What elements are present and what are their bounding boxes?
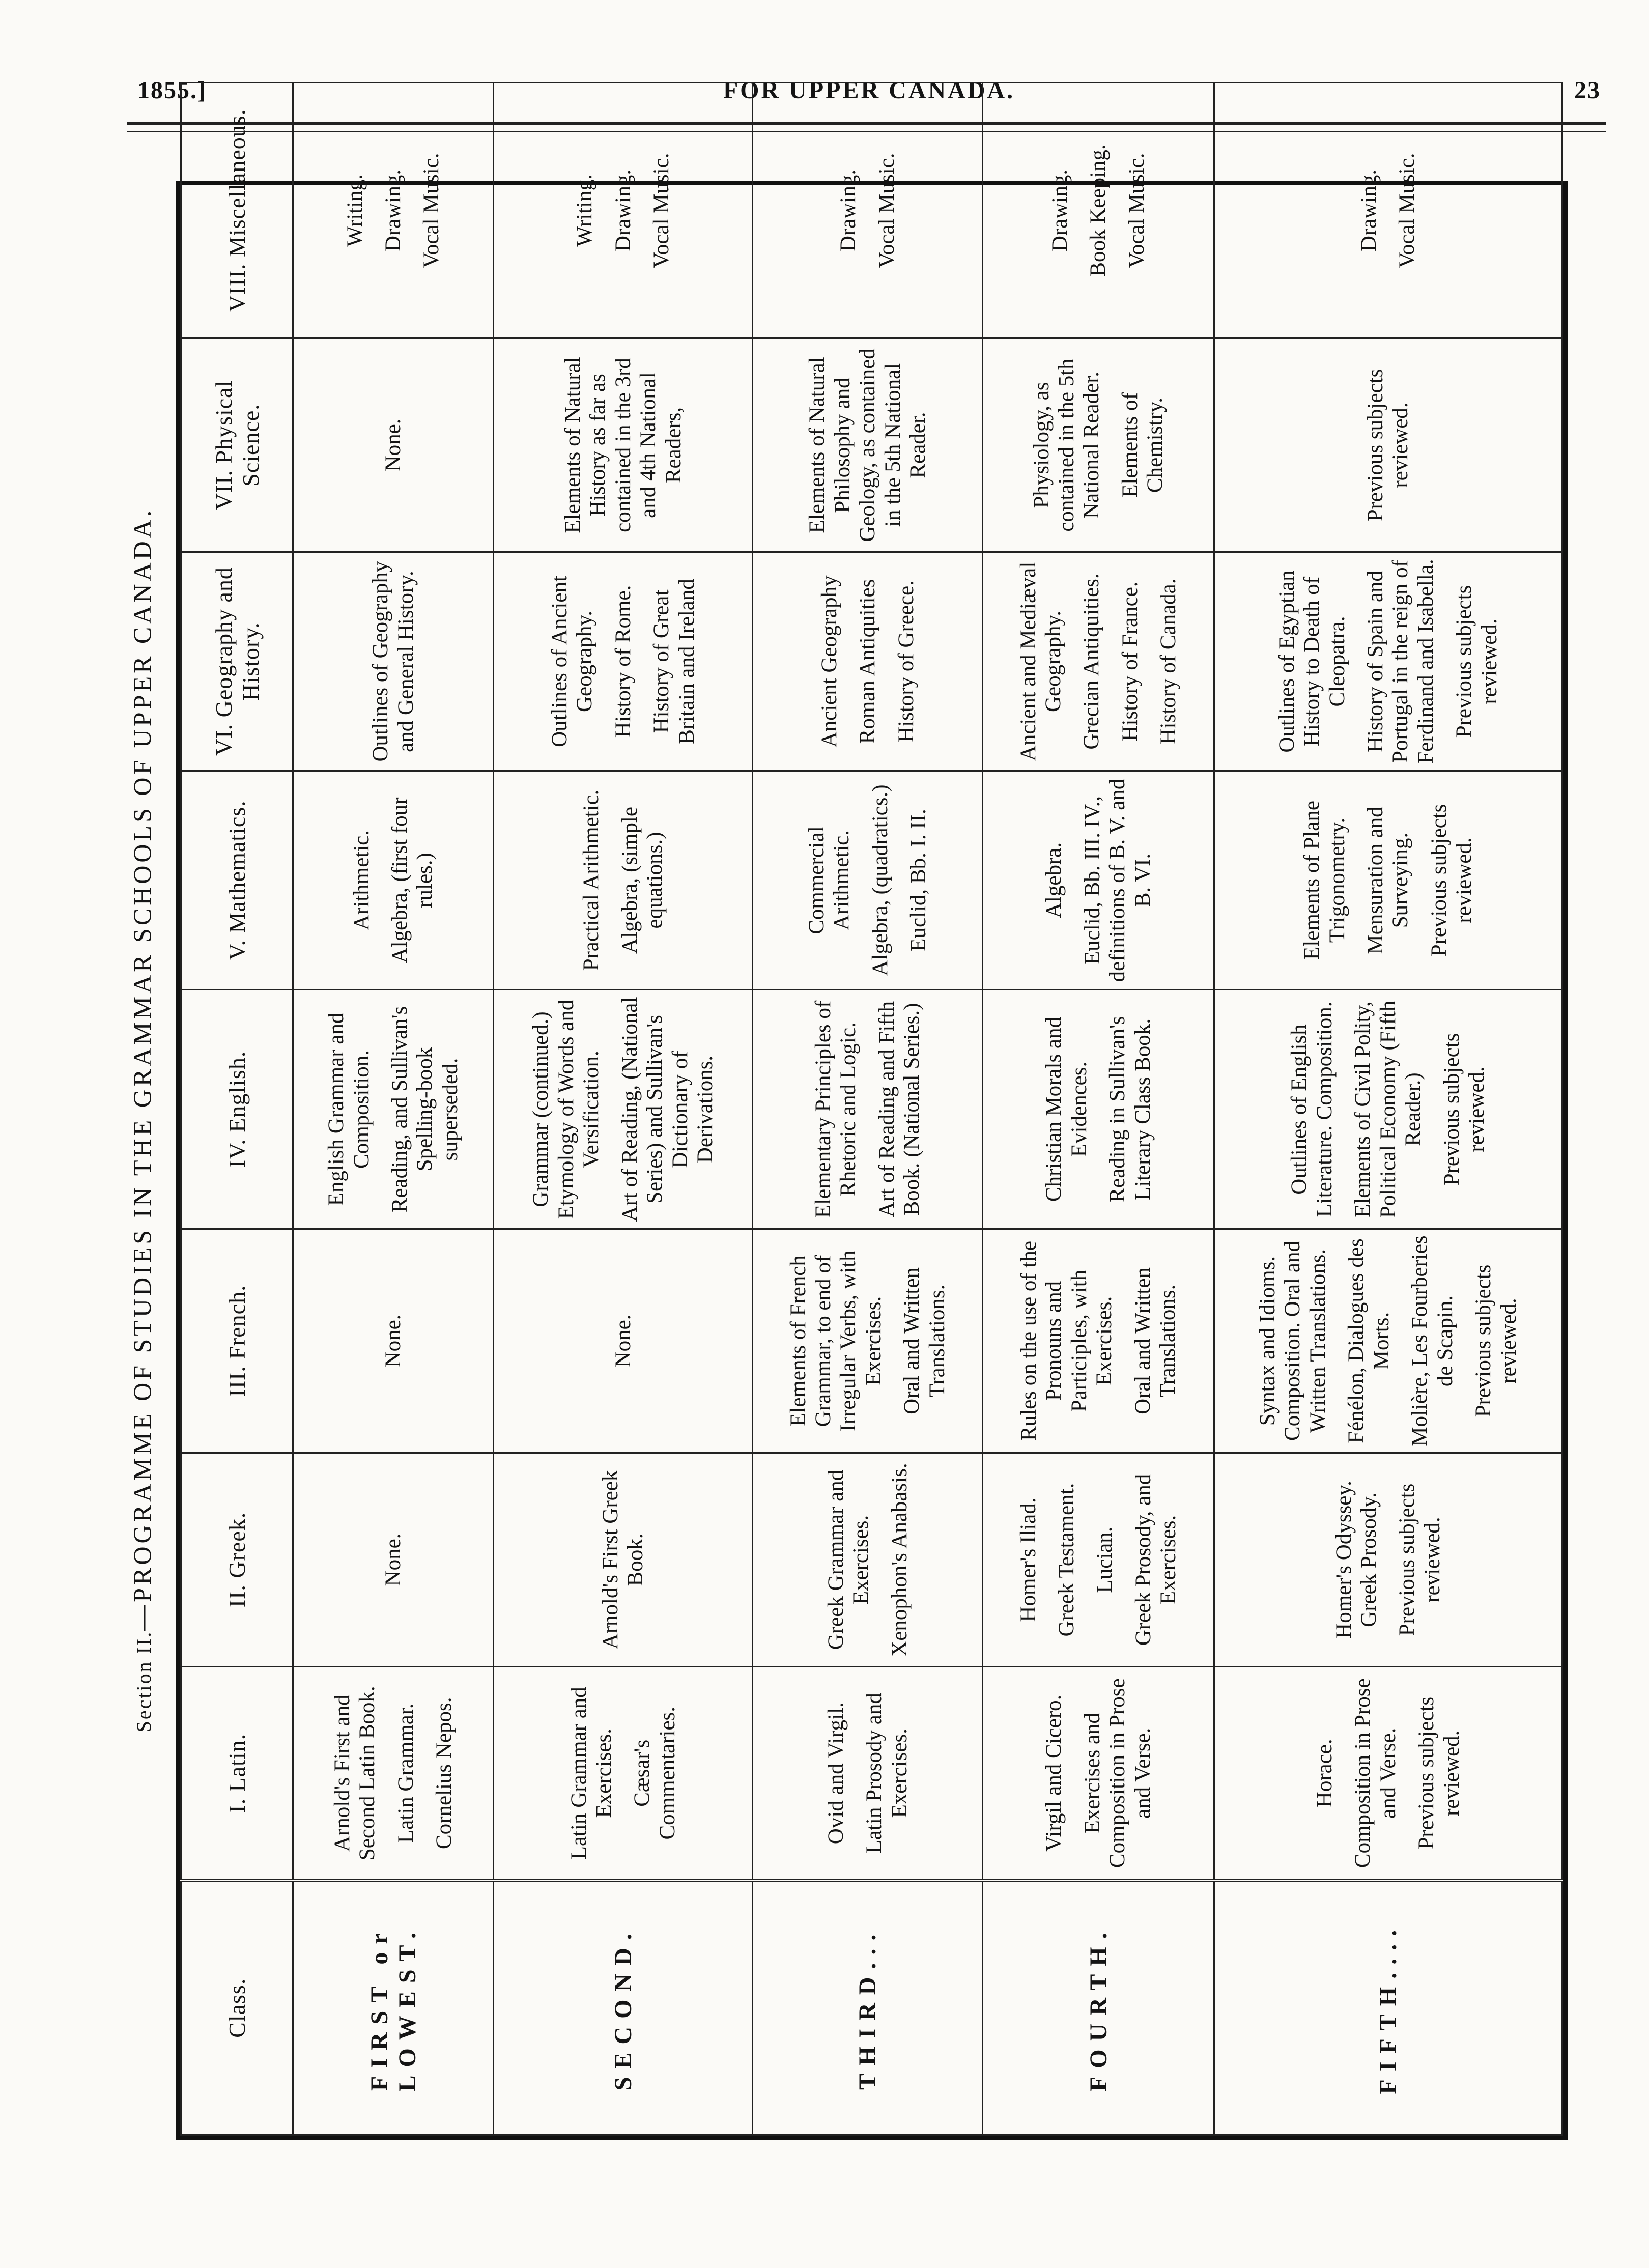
subject-item: Drawing.	[836, 169, 861, 252]
subject-item: Outlines of Geography and General History.	[368, 561, 418, 762]
subject-item: Reading in Sullivan's Literary Class Book.	[1105, 1016, 1155, 1203]
subject-item: Vocal Music.	[419, 153, 444, 268]
subject-item: Rules on the use of the Pronouns and Participles, with Exercises.	[1016, 1241, 1117, 1441]
subject-item: Drawing.	[381, 169, 405, 252]
subject-item: Ancient and Mediæval Geography.	[1016, 561, 1065, 761]
subject-cell	[983, 771, 1214, 990]
column-header: II. Greek.	[181, 1453, 293, 1667]
subject-item: Oral and Written Translations.	[1130, 1267, 1180, 1414]
subject-cell	[293, 83, 494, 338]
subject-item: None.	[611, 1314, 635, 1368]
subject-item: Previous subjects reviewed.	[1427, 804, 1476, 957]
subject-item: Roman Antiquities	[856, 579, 880, 744]
subject-item: Greek Testament.	[1054, 1483, 1078, 1637]
subject-item: Christian Morals and Evidences.	[1042, 1016, 1091, 1202]
column-header: VII. Physical Science.	[181, 338, 293, 552]
subject-item: History of Great Britain and Ireland	[649, 579, 699, 744]
subject-item: History of Spain and Portugal in the reign of Ferdinand and Isabella.	[1363, 559, 1438, 764]
subject-cell	[293, 1229, 494, 1453]
subject-item: Previous subjects reviewed.	[1452, 585, 1501, 738]
subject-item: Previous subjects reviewed.	[1471, 1264, 1521, 1418]
subject-item: Algebra.	[1042, 842, 1066, 919]
subject-item: History of Greece.	[894, 580, 918, 743]
subject-item: History of Rome.	[611, 585, 635, 738]
subject-item: Algebra, (simple equations.)	[617, 807, 667, 954]
subject-item: Grammar (continued.) Etymology of Words and Versification.	[529, 999, 604, 1220]
column-header: VIII. Miscellaneous.	[181, 83, 293, 338]
subject-cell	[983, 552, 1214, 771]
table-body	[293, 83, 1562, 2135]
subject-cell	[494, 1453, 753, 1667]
subject-cell	[494, 83, 753, 338]
subject-cell	[293, 1453, 494, 1667]
subject-item: Drawing.	[1047, 169, 1072, 252]
subject-cell	[753, 1453, 983, 1667]
column-header: I. Latin.	[181, 1667, 293, 1881]
subject-item: Homer's Odyssey. Greek Prosody.	[1331, 1481, 1381, 1639]
subject-cell	[1214, 1229, 1562, 1453]
subject-cell	[494, 1667, 753, 1881]
subject-item: Oral and Written Translations.	[900, 1267, 949, 1414]
subject-item: Book Keeping.	[1086, 144, 1111, 277]
subject-item: Drawing.	[1357, 169, 1381, 252]
class-name-cell: THIRD...	[753, 1881, 983, 2135]
subject-item: Ancient Geography	[817, 575, 841, 748]
section-title-prefix: Section II.	[132, 1630, 155, 1733]
subject-item: Arnold's First Greek Book.	[599, 1470, 648, 1650]
subject-item: Vocal Music.	[874, 153, 899, 268]
subject-item: Composition in Prose and Verse.	[1351, 1678, 1400, 1868]
subject-item: Horace.	[1312, 1739, 1337, 1808]
programme-table	[180, 82, 1563, 2136]
subject-item: Xenophon's Anabasis.	[887, 1463, 912, 1657]
subject-item: Physiology, as contained in the 5th National Reader.	[1029, 358, 1104, 532]
subject-item: Elements of French Grammar, to end of Irregular Verbs, with Exercises.	[786, 1250, 886, 1432]
subject-cell	[494, 990, 753, 1229]
column-header: Class.	[181, 1881, 293, 2135]
table-header-row	[181, 83, 293, 2135]
subject-item: History of France.	[1118, 581, 1142, 742]
subject-cell	[753, 552, 983, 771]
subject-item: Greek Grammar and Exercises.	[823, 1469, 873, 1650]
subject-item: Arnold's First and Second Latin Book.	[330, 1686, 380, 1861]
section-title-text: —PROGRAMME OF STUDIES IN THE GRAMMAR SCHOOLS OF UPPER CANADA.	[128, 507, 156, 1631]
subject-cell	[983, 338, 1214, 552]
subject-cell	[494, 338, 753, 552]
subject-item: Outlines of English Literature. Composition.	[1287, 1001, 1337, 1217]
table-row	[1214, 83, 1562, 2135]
table-row	[753, 83, 983, 2135]
subject-item: Cornelius Nepos.	[432, 1697, 457, 1850]
subject-item: Previous subjects reviewed.	[1439, 1033, 1489, 1186]
subject-item: Writing.	[343, 174, 367, 247]
subject-item: Previous subjects reviewed.	[1414, 1696, 1464, 1850]
section-title	[127, 127, 168, 2112]
subject-item: Outlines of Egyptian History to Death of Cleopatra.	[1274, 570, 1349, 753]
subject-item: Vocal Music.	[1124, 153, 1149, 268]
subject-item: Vocal Music.	[649, 153, 674, 268]
subject-item: Syntax and Idioms. Composition. Oral and Written Translations.	[1256, 1241, 1330, 1441]
subject-item: Drawing.	[611, 169, 635, 252]
subject-cell	[494, 552, 753, 771]
class-name-cell: FIRST or LOWEST.	[293, 1881, 494, 2135]
subject-cell	[1214, 1667, 1562, 1881]
subject-cell	[293, 1667, 494, 1881]
subject-item: Previous subjects reviewed.	[1363, 368, 1413, 522]
class-name-cell: SECOND.	[494, 1881, 753, 2135]
column-header: IV. English.	[181, 990, 293, 1229]
subject-cell	[983, 83, 1214, 338]
header-year: 1855.]	[137, 77, 207, 104]
subject-item: Commercial Arithmetic.	[804, 826, 854, 934]
subject-item: Cæsar's Commentaries.	[630, 1706, 679, 1840]
subject-cell	[753, 338, 983, 552]
subject-item: Vocal Music.	[1395, 153, 1419, 268]
subject-item: Elements of Natural History as far as contained in the 3rd and 4th National Readers,	[560, 357, 686, 533]
subject-cell	[494, 1229, 753, 1453]
subject-item: English Grammar and Composition.	[324, 1012, 374, 1206]
column-header: V. Mathematics.	[181, 771, 293, 990]
subject-item: Elements of Civil Polity, Political Economy (Fifth Reader.)	[1351, 1000, 1426, 1218]
subject-item: Ovid and Virgil.	[823, 1702, 848, 1845]
subject-item: Elements of Plane Trigonometry.	[1300, 801, 1349, 960]
subject-item: Grecian Antiquities.	[1079, 573, 1104, 750]
subject-item: Elementary Principles of Rhetoric and Logic.	[811, 1000, 861, 1218]
class-name-cell: FOURTH.	[983, 1881, 1214, 2135]
subject-item: Elements of Chemistry.	[1118, 392, 1168, 498]
subject-item: Reading, and Sullivan's Spelling-book superseded.	[387, 1006, 462, 1213]
subject-cell	[983, 1229, 1214, 1453]
subject-item: Arithmetic.	[349, 830, 374, 931]
running-title: FOR UPPER CANADA.	[723, 77, 1015, 104]
subject-item: Latin Prosody and Exercises.	[862, 1693, 912, 1854]
table-row	[293, 83, 494, 2135]
table-row	[983, 83, 1214, 2135]
subject-item: Elements of Natural Philosophy and Geology, as contained in the 5th National Reader.	[805, 348, 930, 542]
subject-item: Practical Arithmetic.	[579, 789, 604, 971]
subject-item: Euclid, Bb. I. II.	[906, 809, 931, 952]
page-number: 23	[1574, 77, 1601, 104]
subject-cell	[753, 771, 983, 990]
subject-item: Mensuration and Surveying.	[1363, 806, 1413, 954]
subject-cell	[1214, 552, 1562, 771]
subject-cell	[1214, 338, 1562, 552]
subject-cell	[753, 83, 983, 338]
subject-item: Previous subjects reviewed.	[1395, 1483, 1444, 1636]
subject-item: None.	[381, 1533, 405, 1586]
class-name-cell: FIFTH....	[1214, 1881, 1562, 2135]
subject-cell	[753, 1667, 983, 1881]
subject-item: Outlines of Ancient Geography.	[547, 576, 597, 747]
subject-cell	[293, 338, 494, 552]
subject-item: Algebra, (quadratics.)	[868, 784, 892, 976]
subject-item: Fénélon, Dialogues des Morts.	[1344, 1238, 1394, 1443]
programme-table-rotated	[180, 108, 1563, 2136]
subject-item: Molière, Les Fourberies de Scapin.	[1408, 1235, 1457, 1447]
subject-cell	[1214, 1453, 1562, 1667]
subject-item: Exercises and Composition in Prose and Verse.	[1080, 1678, 1155, 1868]
subject-cell	[753, 1229, 983, 1453]
subject-cell	[293, 990, 494, 1229]
subject-cell	[1214, 990, 1562, 1229]
subject-item: Writing.	[573, 174, 597, 247]
subject-item: Art of Reading, (National Series) and Sullivan's Dictionary of Derivations.	[617, 997, 718, 1222]
subject-item: Virgil and Cicero.	[1042, 1694, 1066, 1852]
column-header: VI. Geography and History.	[181, 552, 293, 771]
subject-item: None.	[381, 418, 405, 472]
subject-cell	[753, 990, 983, 1229]
subject-cell	[293, 771, 494, 990]
subject-cell	[983, 990, 1214, 1229]
subject-item: Latin Grammar and Exercises.	[566, 1687, 616, 1860]
subject-item: Art of Reading and Fifth Book. (National Series.)	[874, 1001, 924, 1218]
subject-item: Lucian.	[1093, 1526, 1117, 1593]
subject-item: Latin Grammar.	[393, 1703, 418, 1844]
subject-item: Homer's Iliad.	[1016, 1497, 1040, 1622]
subject-cell	[983, 1453, 1214, 1667]
subject-item: Algebra, (first four rules.)	[387, 797, 437, 963]
subject-item: Euclid, Bb. III. IV., definitions of B. V. and B. VI.	[1080, 778, 1155, 982]
table-row	[494, 83, 753, 2135]
subject-cell	[1214, 83, 1562, 338]
subject-cell	[983, 1667, 1214, 1881]
column-header: III. French.	[181, 1229, 293, 1453]
subject-cell	[1214, 771, 1562, 990]
subject-item: History of Canada.	[1156, 578, 1181, 745]
subject-item: None.	[381, 1314, 405, 1368]
subject-cell	[293, 552, 494, 771]
subject-cell	[494, 771, 753, 990]
subject-item: Greek Prosody, and Exercises.	[1131, 1473, 1181, 1646]
